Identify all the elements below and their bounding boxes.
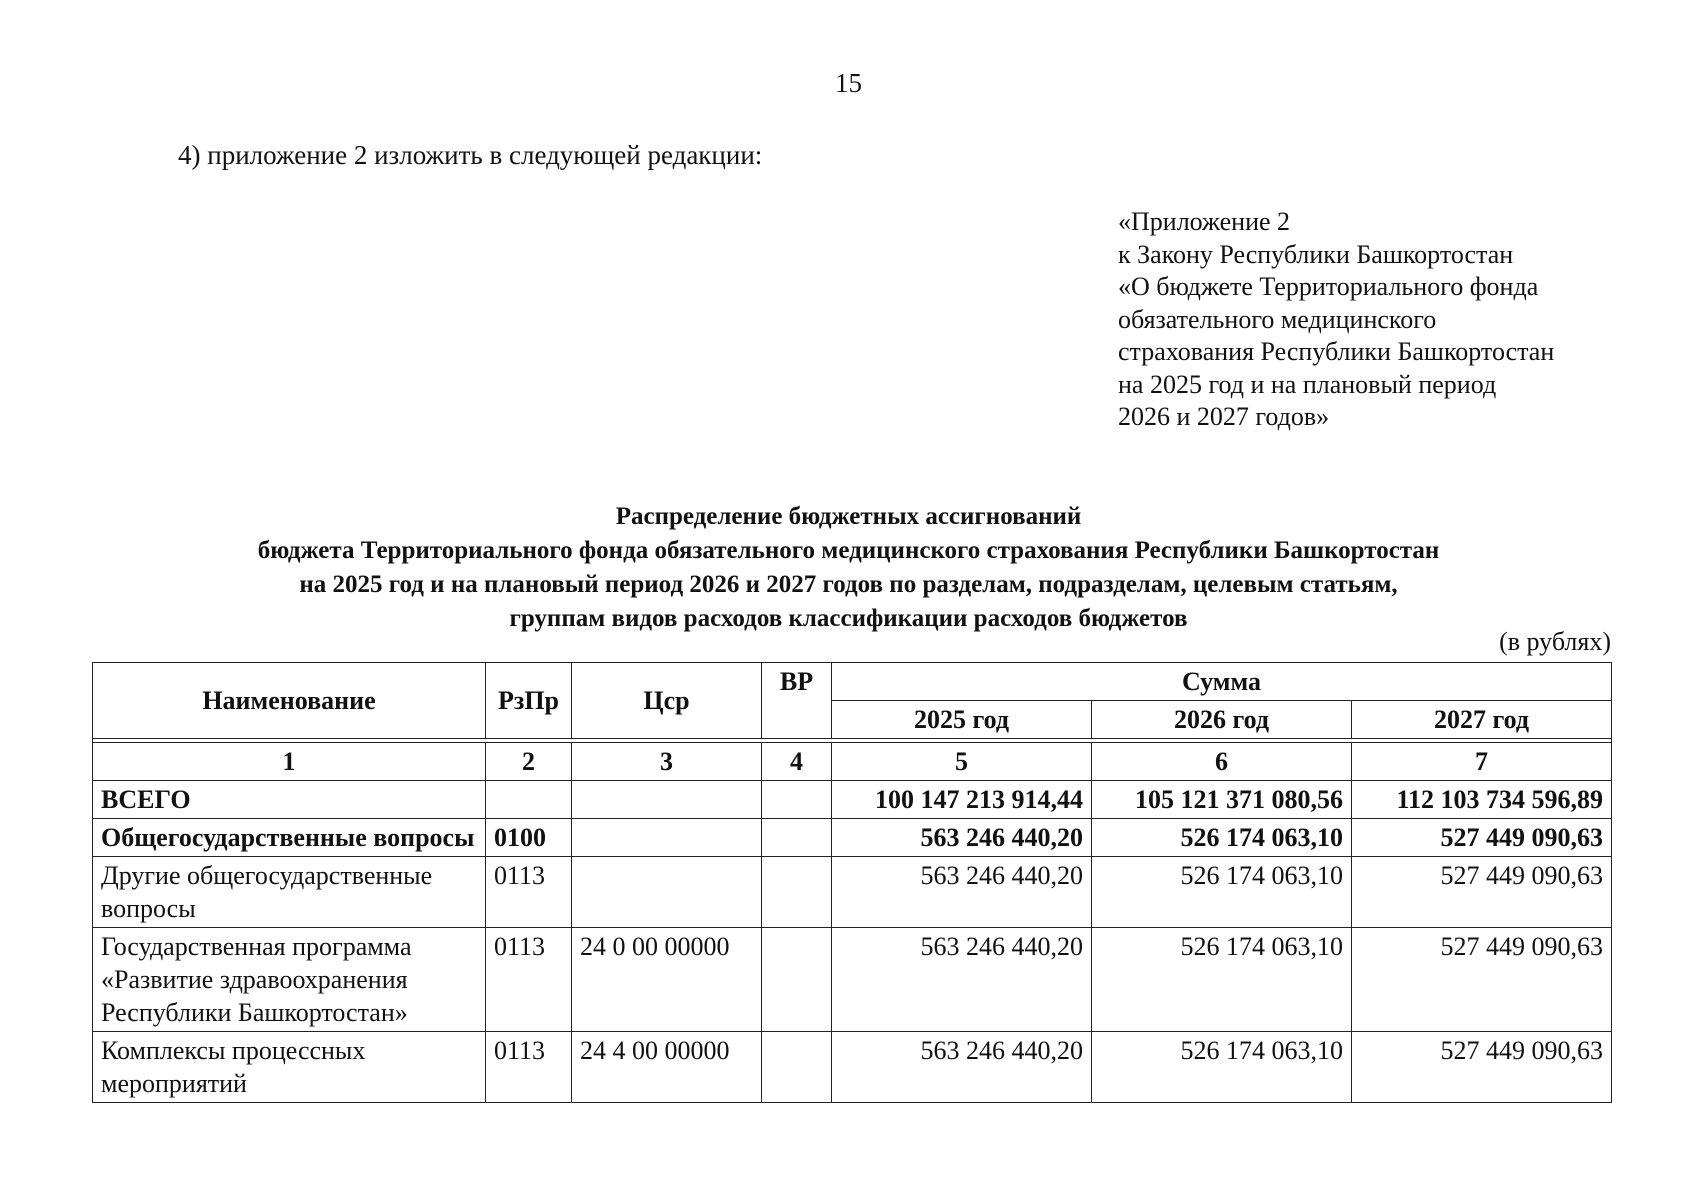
table-row [93,928,1612,1032]
header-vr: ВР [762,663,832,739]
cell-2026: 105 121 371 080,56 [1092,781,1352,819]
page-number: 15 [835,68,862,98]
cell-rzpr: 0113 [486,928,572,1032]
title-line: на 2025 год и на плановый период 2026 и 2027 годов по разделам, подразделам, целевым статьям, [299,571,1398,598]
cell-vr [762,819,832,857]
cell-name: Комплексы процессных мероприятий [93,1032,486,1103]
cell-csr: 24 0 00 00000 [572,928,762,1032]
title-line: Распределение бюджетных ассигнований [615,503,1082,530]
header-2026: 2026 год [1092,701,1352,739]
cell-csr [572,857,762,928]
units-label: (в рублях) [1499,627,1611,656]
title-line: бюджета Территориального фонда обязательного медицинского страхования Республики Башкортостан [257,537,1440,564]
cell-2026: 526 174 063,10 [1092,819,1352,857]
appendix-line: 2026 и 2027 годов» [1118,402,1330,431]
intro-text: 4) приложение 2 изложить в следующей редакции: [178,140,763,170]
index-cell: 6 [1092,743,1352,781]
cell-rzpr [486,781,572,819]
cell-2025: 100 147 213 914,44 [832,781,1092,819]
cell-2026: 526 174 063,10 [1092,928,1352,1032]
cell-vr [762,1032,832,1103]
cell-2027: 527 449 090,63 [1352,819,1612,857]
cell-2025: 563 246 440,20 [832,857,1092,928]
cell-2026: 526 174 063,10 [1092,857,1352,928]
table-row [93,1032,1612,1103]
cell-vr [762,928,832,1032]
document-title [0,500,1697,636]
cell-rzpr: 0100 [486,819,572,857]
cell-2025: 563 246 440,20 [832,928,1092,1032]
cell-vr [762,781,832,819]
index-cell: 5 [832,743,1092,781]
index-cell: 4 [762,743,832,781]
appendix-line: к Закону Республики Башкортостан [1118,239,1514,269]
cell-2025: 563 246 440,20 [832,1032,1092,1103]
cell-name: ВСЕГО [93,781,486,819]
table-row [93,857,1612,928]
index-cell: 3 [572,743,762,781]
cell-2025: 563 246 440,20 [832,819,1092,857]
header-2025: 2025 год [832,701,1092,739]
appendix-line: на 2025 год и на плановый период [1118,369,1497,399]
appendix-line: «О бюджете Территориального фонда [1118,272,1539,301]
cell-2027: 112 103 734 596,89 [1352,781,1612,819]
header-name: Наименование [93,663,486,739]
cell-vr [762,857,832,928]
cell-csr: 24 4 00 00000 [572,1032,762,1103]
appendix-reference [1118,206,1554,434]
table-row [93,781,1612,819]
header-row [93,663,1612,701]
index-cell: 2 [486,743,572,781]
cell-rzpr: 0113 [486,1032,572,1103]
column-index-row [93,743,1612,781]
cell-csr [572,819,762,857]
header-2027: 2027 год [1352,701,1612,739]
table-row [93,819,1612,857]
cell-2026: 526 174 063,10 [1092,1032,1352,1103]
appendix-line: обязательного медицинского [1118,304,1437,334]
appendix-line: страхования Республики Башкортостан [1118,337,1555,366]
index-cell: 7 [1352,743,1612,781]
cell-2027: 527 449 090,63 [1352,1032,1612,1103]
header-csr: Цср [572,663,762,739]
title-line: группам видов расходов классификации расходов бюджетов [509,605,1188,632]
index-cell: 1 [93,743,486,781]
budget-table [92,662,1612,1103]
cell-name: Общегосударственные вопросы [93,819,486,857]
appendix-line: «Приложение 2 [1118,207,1291,236]
header-sum: Сумма [832,663,1612,701]
cell-2027: 527 449 090,63 [1352,928,1612,1032]
cell-2027: 527 449 090,63 [1352,857,1612,928]
header-rzpr: РзПр [486,663,572,739]
cell-csr [572,781,762,819]
cell-name: Другие общегосударственные вопросы [93,857,486,928]
cell-rzpr: 0113 [486,857,572,928]
cell-name: Государственная программа «Развитие здравоохранения Республики Башкортостан» [93,928,486,1032]
